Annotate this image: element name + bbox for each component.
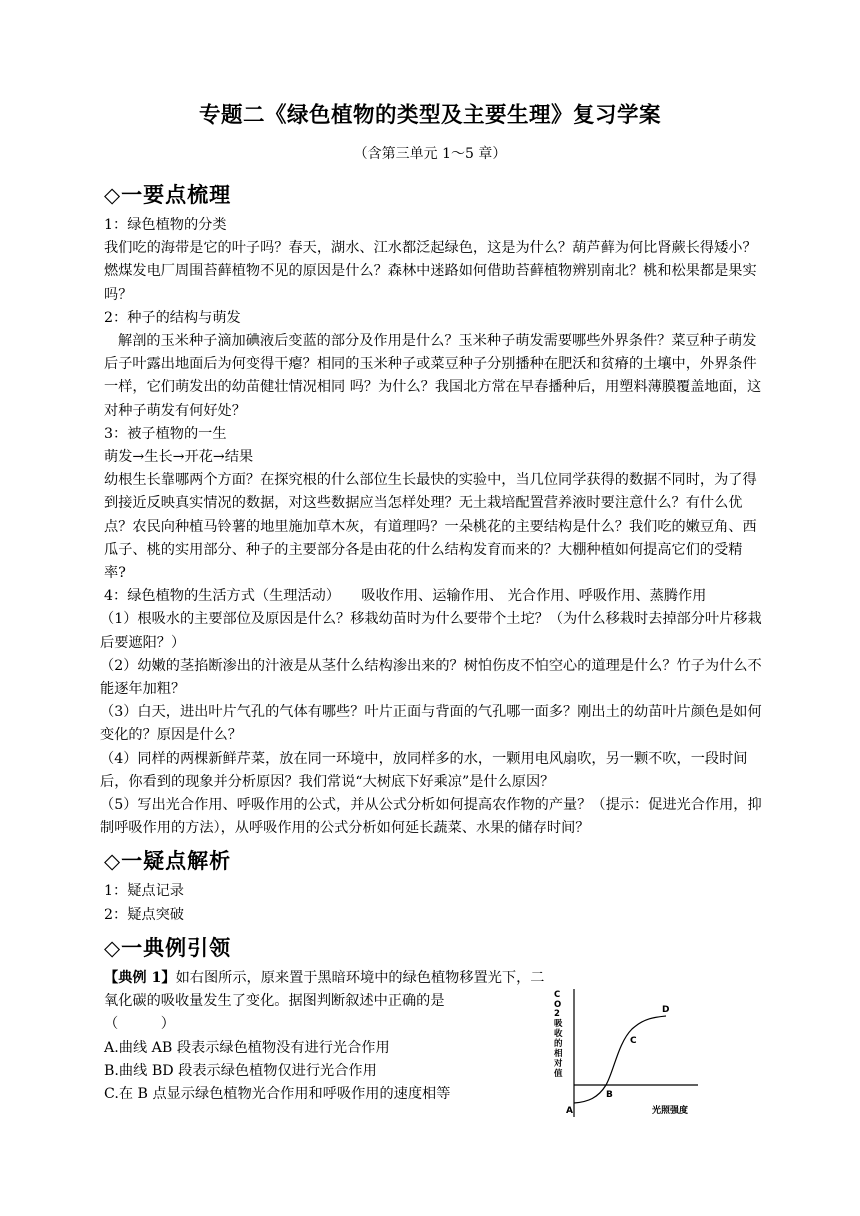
example-text: 如右图所示，原来置于黑暗环境中的绿色植物移置光下，二氧化碳的吸收量发生了变化。据图判断叙述中正确的是 — [104, 969, 545, 1010]
point-label-c: C — [630, 1036, 637, 1046]
y-label-char: 对 — [554, 1059, 563, 1069]
question-5: （5）写出光合作用、呼吸作用的公式，并从公式分析如何提高农作物的产量？（提示：促进光合作用，抑制呼吸作用的方法），从呼吸作用的公式分析如何延长蔬菜、水果的储存时间？ — [100, 797, 762, 837]
item-title: 1：疑点记录 — [104, 883, 184, 900]
y-label-char: 收 — [554, 1029, 563, 1039]
item-text: 解剖的玉米种子滴加碘液后变蓝的部分及作用是什么？玉米种子萌发需要哪些外界条件？菜豆种子萌发后子叶露出地面后为何变得干瘪？相同的玉米种子或菜豆种子分别播种在肥沃和贫瘠的土壤中，外界条件一样，它们萌发出的幼苗健壮情况相同 吗？为什么？我国北方常在早春播种后，用塑料薄膜覆盖地面，这对种子萌发有何好处？ — [104, 333, 762, 419]
growth-flow: 萌发→生长→开花→结果 — [104, 449, 254, 466]
y-label-char: 值 — [554, 1069, 563, 1079]
document-body — [100, 178, 764, 1106]
y-label-char: 吸 — [554, 1019, 563, 1029]
question-4: （4）同样的两棵新鲜芹菜，放在同一环境中，放同样多的水，一颗用电风扇吹，另一颗不吹，一段时间后，你看到的现象并分析原因？我们常说“大树底下好乘凉”是什么原因？ — [100, 750, 748, 790]
option-a: A.曲线 AB 段表示绿色植物没有进行光合作用 — [104, 1039, 390, 1056]
point-label-b: B — [606, 1090, 613, 1100]
option-c: C.在 B 点显示绿色植物光合作用和呼吸作用的速度相等 — [104, 1085, 451, 1102]
y-axis-label — [553, 990, 565, 1079]
question-2: （2）幼嫩的茎掐断渗出的汁液是从茎什么结构渗出来的？树怕伤皮不怕空心的道理是什么？竹子为什么不能逐年加粗？ — [100, 657, 762, 698]
question-1: （1）根吸水的主要部位及原因是什么？移栽幼苗时为什么要带个土坨？（为什么移栽时去掉部分叶片移栽后要遮阳？） — [100, 611, 762, 651]
item-title: 4：绿色植物的生活方式（生理活动） 吸收作用、运输作用、 光合作用、呼吸作用、蒸腾作用 — [104, 588, 707, 605]
section-heading-examples: ◇一典例引领 — [104, 934, 232, 960]
example-question — [104, 967, 549, 1013]
curve-abcd — [574, 1016, 666, 1103]
y-label-char: 的 — [554, 1039, 563, 1049]
point-label-a: A — [566, 1106, 573, 1116]
item-title: 2：疑点突破 — [104, 906, 184, 923]
section-heading-key-points: ◇一要点梳理 — [104, 182, 232, 207]
co2-light-chart — [548, 985, 718, 1125]
y-label-char: C — [554, 990, 561, 1000]
page-subtitle: （含第三单元 1～5 章） — [353, 146, 507, 162]
y-label-char: 2 — [554, 1009, 560, 1019]
option-b: B.曲线 BD 段表示绿色植物仅进行光合作用 — [104, 1062, 377, 1079]
point-label-d: D — [662, 1005, 670, 1015]
answer-blank: （ ） — [104, 1016, 175, 1033]
item-title: 1：绿色植物的分类 — [104, 217, 227, 233]
item-title: 3：被子植物的一生 — [104, 425, 227, 442]
y-label-char: 相 — [554, 1049, 563, 1059]
page-title: 专题二《绿色植物的类型及主要生理》复习学案 — [198, 103, 661, 128]
item-text: 幼根生长靠哪两个方面？在探究根的什么部位生长最快的实验中，当几位同学获得的数据不同时，为了得到接近反映真实情况的数据，对这些数据应当怎样处理？无土栽培配置营养液时要注意什么？有什么优点？农民向种植马铃薯的地里施加草木灰，有道理吗？一朵桃花的主要结构是什么？我们吃的嫩豆角、西瓜子、桃的实用部分、种子的主要部分各是由花的什么结构发育而来的？大棚种植如何提高它们的受精率? — [104, 472, 757, 582]
x-axis-label: 光照强度 — [652, 1106, 689, 1116]
section-heading-doubts: ◇一疑点解析 — [104, 848, 232, 874]
item-text: 我们吃的海带是它的叶子吗？春天，湖水、江水都泛起绿色，这是为什么？葫芦藓为何比肾蕨长得矮小？燃煤发电厂周围苔藓植物不见的原因是什么？森林中迷路如何借助苔藓植物辨别南北？桃和松果都是果实吗？ — [104, 240, 757, 303]
question-3: （3）白天，进出叶片气孔的气体有哪些？叶片正面与背面的气孔哪一面多？刚出土的幼苗叶片颜色是如何变化的？原因是什么？ — [100, 704, 762, 744]
item-title: 2：种子的结构与萌发 — [104, 309, 241, 326]
y-label-char: O — [554, 1000, 562, 1010]
example-label: 【典例 1】 — [104, 969, 176, 986]
